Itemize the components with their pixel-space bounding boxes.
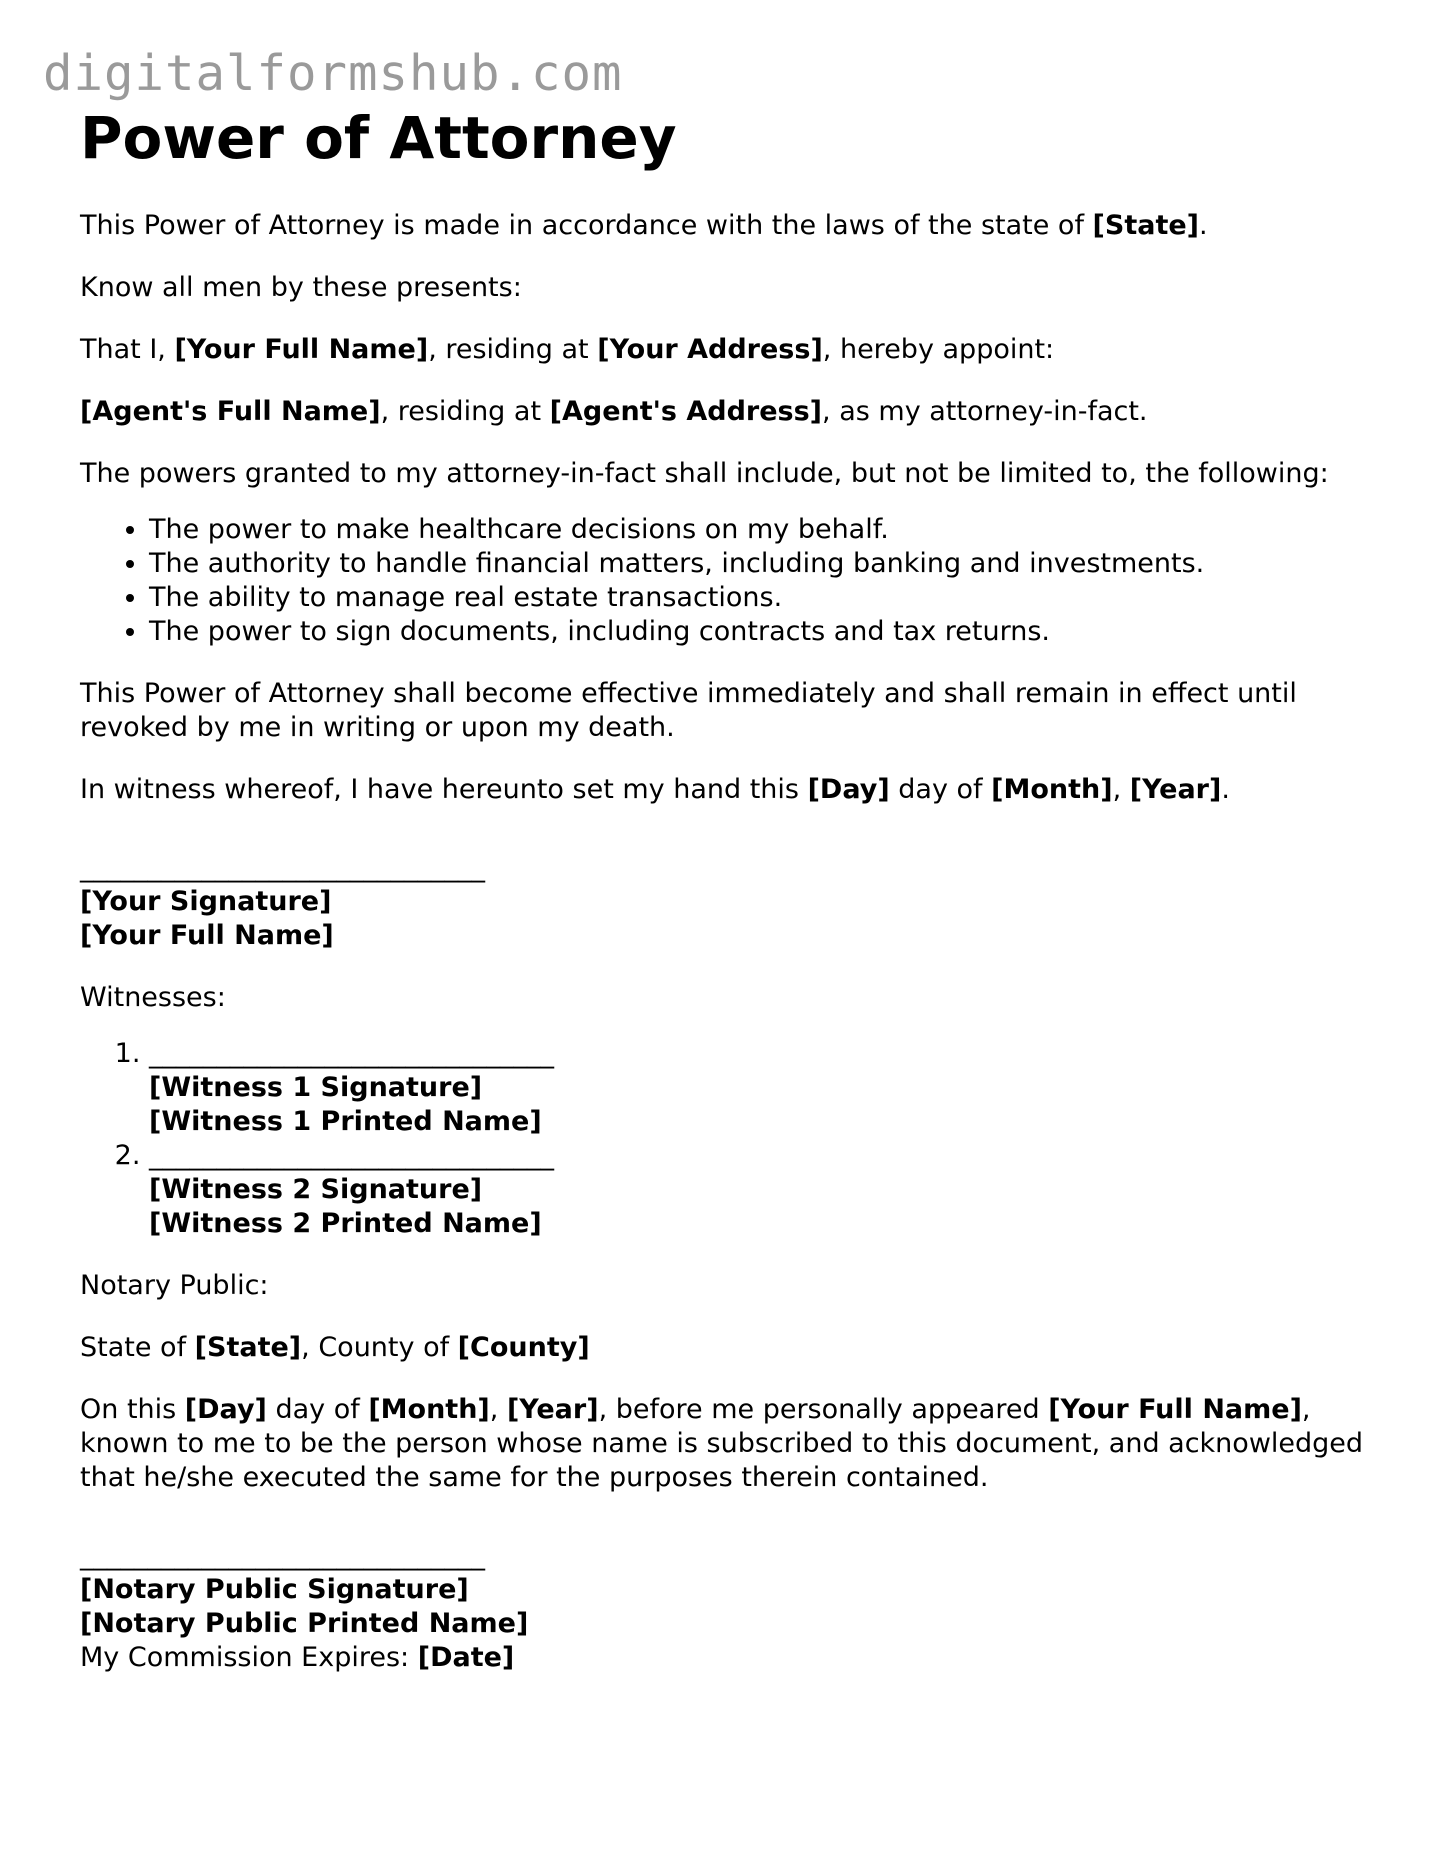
day-placeholder: [Day] [807,774,890,805]
witness-clause-text: day of [889,774,992,805]
acknowledgment-text: day of [266,1394,369,1425]
power-item: • The authority to handle financial matters, including banking and investments. [149,547,1370,581]
witness-signature-line[interactable]: 1. ______________________________ [149,1038,554,1069]
document-body [80,103,1370,1675]
day-placeholder: [Day] [184,1394,267,1425]
county-placeholder: [County] [457,1332,590,1363]
witnesses-list [80,1037,1370,1241]
notary-signature-block [80,1539,1370,1675]
notary-name-placeholder: [Notary Public Printed Name] [80,1608,529,1639]
appointment-text: , residing at [428,334,598,365]
witness-name-placeholder: [Witness 2 Printed Name] [149,1208,542,1239]
power-item: • The power to make healthcare decisions on my behalf. [149,513,1370,547]
appointment-text: That I, [80,334,175,365]
agent-name-placeholder: [Agent's Full Name] [80,396,381,427]
witness-clause-text: . [1221,774,1230,805]
agent-text: , as my attorney-in-fact. [822,396,1148,427]
acknowledgment-text: , [489,1394,507,1425]
intro-paragraph [80,209,1370,243]
year-placeholder: [Year] [506,1394,599,1425]
appointment-paragraph [80,333,1370,367]
your-signature-placeholder: [Your Signature] [80,886,332,917]
month-placeholder: [Month] [368,1394,490,1425]
powers-list [80,513,1370,649]
commission-label: My Commission Expires: [80,1642,418,1673]
intro-text-end: . [1199,210,1208,241]
venue-text: State of [80,1332,195,1363]
state-placeholder: [State] [194,1332,302,1363]
effective-paragraph: This Power of Attorney shall become effective immediately and shall remain in effect until revoked by me in writing or upon my death. [80,678,1297,743]
witness-clause-text: , [1112,774,1130,805]
your-name-placeholder: [Your Full Name] [174,334,429,365]
witness-signature-line[interactable]: 2. ______________________________ [149,1140,554,1171]
notary-label: Notary Public: [80,1270,269,1301]
appointment-text: , hereby appoint: [822,334,1055,365]
power-item: • The power to sign documents, including contracts and tax returns. [149,615,1370,649]
month-placeholder: [Month] [991,774,1113,805]
intro-text: This Power of Attorney is made in accordance with the laws of the state of [80,210,1093,241]
witness-signature-placeholder: [Witness 1 Signature] [149,1072,483,1103]
witness-signature-placeholder: [Witness 2 Signature] [149,1174,483,1205]
document-title: Power of Attorney [80,104,677,172]
acknowledgment-text: On this [80,1394,185,1425]
state-placeholder: [State] [1092,210,1200,241]
site-watermark: digitalformshub.com [43,45,623,102]
your-full-name-placeholder: [Your Full Name] [80,920,334,951]
venue-paragraph [80,1331,1370,1365]
date-placeholder: [Date] [417,1642,515,1673]
witness-clause-text: In witness whereof, I have hereunto set my hand this [80,774,808,805]
principal-signature-block [80,851,1370,953]
know-all-paragraph: Know all men by these presents: [80,272,522,303]
witnesses-label: Witnesses: [80,982,226,1013]
witness-name-placeholder: [Witness 1 Printed Name] [149,1106,542,1137]
agent-text: , residing at [380,396,550,427]
acknowledgment-paragraph [80,1393,1370,1495]
power-item: • The ability to manage real estate transactions. [149,581,1370,615]
agent-address-placeholder: [Agent's Address] [549,396,823,427]
notary-signature-line[interactable]: ______________________________ [80,1540,485,1571]
agent-paragraph [80,395,1370,429]
acknowledgment-text: , before me personally appeared [598,1394,1049,1425]
powers-intro-paragraph: The powers granted to my attorney-in-fact shall include, but not be limited to, the following: [80,458,1329,489]
commission-expires [80,1641,1370,1675]
your-name-placeholder: [Your Full Name] [1048,1394,1302,1425]
witness-clause-paragraph [80,773,1370,807]
witness-item [149,1037,1370,1139]
notary-signature-placeholder: [Notary Public Signature] [80,1574,469,1605]
signature-line[interactable]: ______________________________ [80,852,485,883]
venue-text: , County of [301,1332,458,1363]
your-address-placeholder: [Your Address] [597,334,823,365]
witness-item [149,1139,1370,1241]
year-placeholder: [Year] [1129,774,1222,805]
acknowledgment-text: , known to me to be the person whose name is subscribed to this document, and acknowledged that he/she executed the same for the purposes therein contained. [80,1394,1364,1493]
